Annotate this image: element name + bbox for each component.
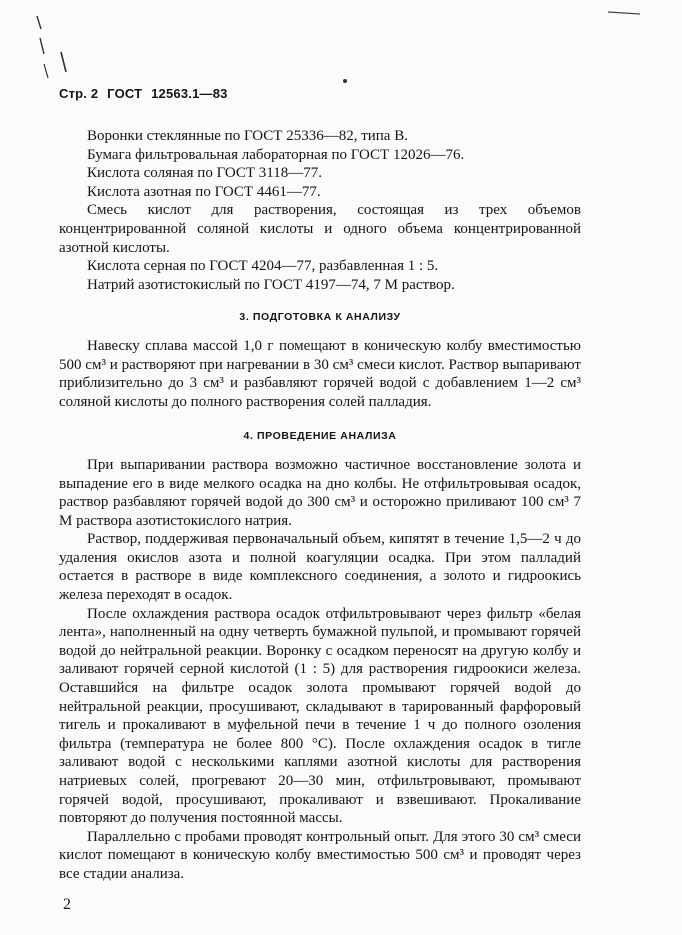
- page-number: 2: [63, 896, 71, 913]
- document-body: [59, 127, 581, 884]
- materials-item: Кислота серная по ГОСТ 4204—77, разбавленная 1 : 5.: [87, 258, 439, 275]
- materials-item: Смесь кислот для растворения, состоящая из трех объемов концентрированной соляной кислоты и одного объема концентрированной азотной кислоты.: [59, 202, 581, 256]
- page-label: Стр. 2: [59, 86, 99, 101]
- scan-mark: [608, 12, 640, 14]
- materials-item: Натрий азотистокислый по ГОСТ 4197—74, 7 М раствор.: [87, 276, 455, 293]
- materials-item: Кислота азотная по ГОСТ 4461—77.: [87, 183, 321, 200]
- page-header: [59, 86, 228, 101]
- materials-item: Бумага фильтровальная лабораторная по ГОСТ 12026—76.: [87, 146, 465, 163]
- scan-mark: [37, 16, 41, 29]
- scan-mark: [61, 52, 66, 72]
- standard-number: 12563.1—83: [151, 86, 228, 101]
- section-heading-analysis: 4. ПРОВЕДЕНИЕ АНАЛИЗА: [243, 430, 397, 443]
- scan-mark: [44, 64, 48, 78]
- materials-item: Кислота соляная по ГОСТ 3118—77.: [87, 165, 323, 182]
- materials-item: Воронки стеклянные по ГОСТ 25336—82, типа В.: [87, 128, 408, 144]
- scan-mark: [40, 38, 44, 54]
- standard-label: ГОСТ: [107, 86, 143, 101]
- section-heading-preparation: 3. ПОДГОТОВКА К АНАЛИЗУ: [239, 311, 401, 324]
- section-paragraph: После охлаждения раствора осадок отфильтровывают через фильтр «белая лента», наполненный на одну четверть бумажной пульпой, и промывают горячей водой до нейтральной реакции. Воронку с осадком переносят на другую колбу и заливают горячей серной кислотой (1 : 5) для растворения гидроокиси железа. Оставшийся на фильтре осадок золота промывают горячей водой до нейтральной реакции, просушивают, складывают в тарированный фарфоровый тигель и прокаливают в муфельной печи в течение 1 ч до полного озоления фильтра (температура не более 800 °С). После охлаждения осадок в тигле заливают водой с несколькими каплями азотной кислоты для растворения натриевых солей, прогревают 20—30 мин, отфильтровывают, промывают горячей водой, просушивают, прокаливают и взвешивают. Прокаливание повторяют до получения постоянной массы.: [59, 605, 581, 827]
- section-paragraph: При выпаривании раствора возможно частичное восстановление золота и выпадение его в виде мелкого осадка на дно колбы. Не отфильтровывая осадок, раствор разбавляют горячей водой до 300 см³ и осторожно приливают 100 см³ 7 М раствора азотистокислого натрия.: [59, 456, 581, 529]
- section-paragraph: Раствор, поддерживая первоначальный объем, кипятят в течение 1,5—2 ч до удаления окислов азота и полной коагуляции осадка. При этом палладий остается в растворе в виде комплексного соединения, а золото и гидроокись железа переходят в осадок.: [59, 531, 581, 604]
- section-paragraph: Навеску сплава массой 1,0 г помещают в коническую колбу вместимостью 500 см³ и растворяют при нагревании в 30 см³ смеси кислот. Раствор выпаривают приблизительно до 3 см³ и разбавляют горячей водой с добавлением 1—2 см³ соляной кислоты до полного растворения солей палладия.: [59, 337, 581, 410]
- scan-dot: [343, 79, 347, 83]
- section-paragraph: Параллельно с пробами проводят контрольный опыт. Для этого 30 см³ смеси кислот помещают в коническую колбу вместимостью 500 см³ и проводят через все стадии анализа.: [59, 828, 581, 882]
